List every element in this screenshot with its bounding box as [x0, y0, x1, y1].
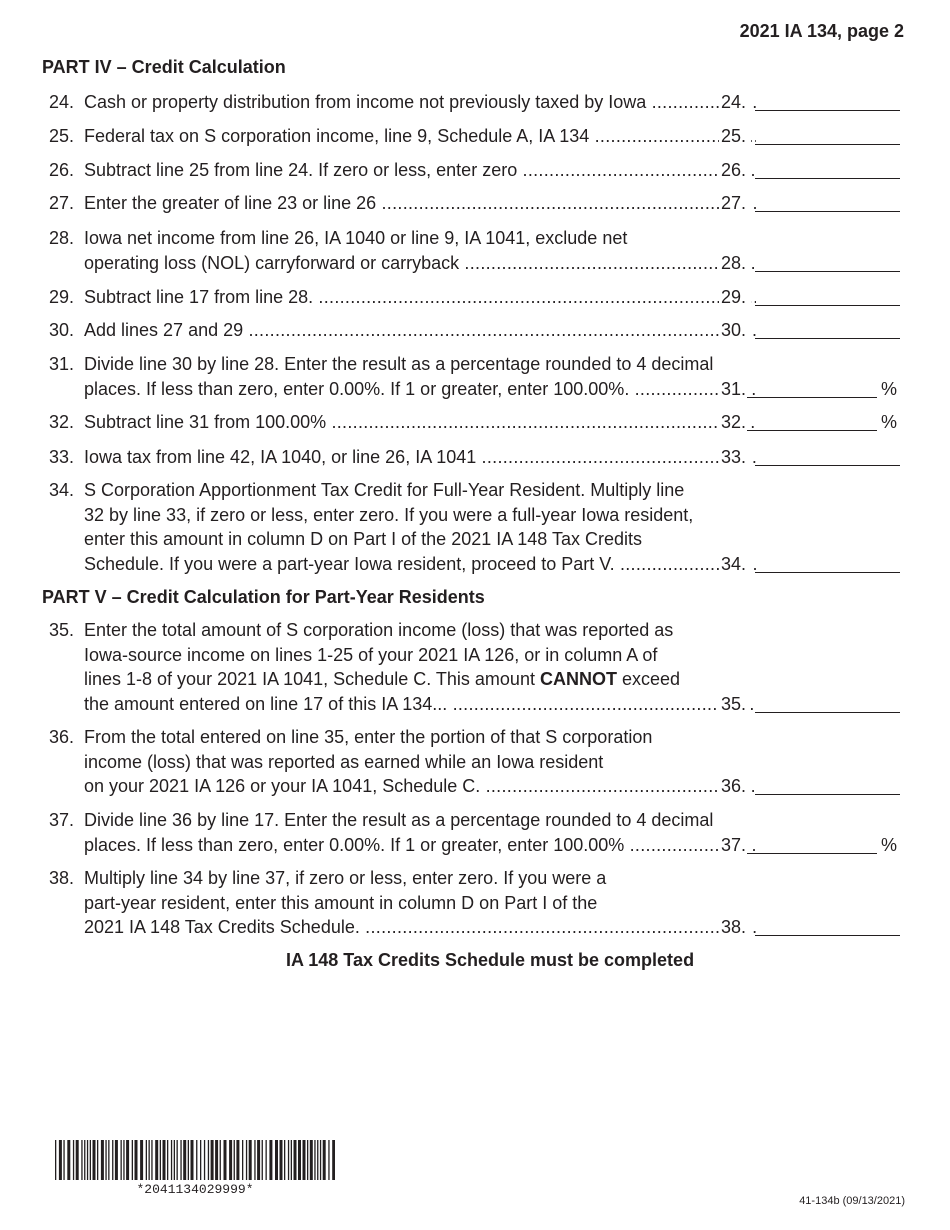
amount-entry-field[interactable]	[755, 158, 900, 179]
barcode-bar	[280, 1140, 283, 1180]
part-iv-title: PART IV – Credit Calculation	[42, 57, 286, 77]
line-reference-number: 26.	[719, 158, 751, 183]
barcode-bar	[59, 1140, 62, 1180]
line-text: Add lines 27 and 29 .....	[84, 318, 756, 343]
barcode-bar	[298, 1140, 301, 1180]
amount-entry-field[interactable]	[747, 377, 877, 398]
amount-entry-field[interactable]	[755, 915, 900, 936]
line-description	[84, 90, 756, 115]
line-text: part-year resident, enter this amount in column D on Part I of the	[84, 892, 598, 913]
barcode-bar	[101, 1140, 104, 1180]
barcode-bar	[328, 1140, 329, 1180]
barcode-bar	[262, 1140, 263, 1180]
barcode-bar	[275, 1140, 278, 1180]
barcode-bar	[188, 1140, 189, 1180]
emphasis-text: CANNOT	[539, 669, 617, 689]
line-number: 33.	[49, 447, 75, 467]
barcode-bar	[220, 1140, 221, 1180]
line-text: lines 1-8 of your 2021 IA 1041, Schedule C. This amount CANNOT exceed	[84, 669, 680, 689]
barcode-bar	[254, 1140, 255, 1180]
barcode-bar	[97, 1140, 98, 1180]
barcode-bar	[284, 1140, 285, 1180]
barcode-bar	[211, 1140, 214, 1180]
line-32	[42, 410, 908, 435]
barcode-bar	[257, 1140, 260, 1180]
part-v-title: PART V – Credit Calculation for Part-Year Residents	[42, 587, 485, 607]
barcode-bar	[132, 1140, 133, 1180]
percent-sign: %	[881, 834, 898, 855]
barcode-bar	[332, 1140, 335, 1180]
line-number: 30.	[49, 320, 75, 340]
amount-entry-field[interactable]	[755, 251, 900, 272]
line-text: Divide line 30 by line 28. Enter the result as a percentage rounded to 4 decimal	[84, 354, 714, 374]
line-number: 25.	[49, 126, 75, 146]
line-number: 37.	[49, 810, 75, 830]
barcode-bar	[246, 1140, 247, 1180]
line-description	[84, 618, 756, 716]
barcode-bar	[160, 1140, 161, 1180]
line-reference-number: 35.	[719, 692, 751, 717]
percent-sign: %	[881, 412, 898, 432]
line-text: Schedule. If you were a part-year Iowa resident, proceed to Part V. .....	[84, 552, 756, 577]
amount-entry-field[interactable]	[755, 552, 900, 573]
barcode-bar	[151, 1140, 152, 1180]
line-number: 32.	[49, 412, 75, 432]
line-description	[84, 158, 756, 183]
barcode-bar	[229, 1140, 232, 1180]
line-34	[42, 478, 908, 576]
barcode-bar	[126, 1140, 129, 1180]
barcode	[55, 1140, 335, 1180]
barcode-bar	[121, 1140, 122, 1180]
barcode-bar	[242, 1140, 243, 1180]
barcode-bar	[81, 1140, 82, 1180]
amount-entry-field[interactable]	[755, 318, 900, 339]
completion-notice: IA 148 Tax Credits Schedule must be completed	[285, 950, 695, 970]
line-35	[42, 618, 908, 716]
page-header: 2021 IA 134, page 2	[739, 21, 904, 41]
line-text: Iowa tax from line 42, IA 1040, or line 26, IA 1041 .....	[84, 445, 756, 470]
barcode-bar	[314, 1140, 315, 1180]
line-31	[42, 352, 908, 401]
barcode-bar	[90, 1140, 91, 1180]
barcode-bar	[87, 1140, 88, 1180]
barcode-bar	[236, 1140, 239, 1180]
barcode-text: *2041134029999*	[136, 1182, 254, 1197]
line-number: 36.	[49, 727, 75, 747]
line-number: 27.	[49, 193, 75, 213]
amount-entry-field[interactable]	[755, 445, 900, 466]
barcode-bar	[323, 1140, 326, 1180]
barcode-bar	[93, 1140, 96, 1180]
line-text: Federal tax on S corporation income, line 9, Schedule A, IA 134 .....	[84, 124, 756, 149]
barcode-bar	[180, 1140, 181, 1180]
line-text: the amount entered on line 17 of this IA 134... .....	[84, 692, 756, 717]
barcode-bar	[317, 1140, 318, 1180]
line-reference-number: 33.	[719, 445, 751, 470]
barcode-bar	[73, 1140, 74, 1180]
line-text: S Corporation Apportionment Tax Credit for Full-Year Resident. Multiply line	[84, 480, 685, 500]
line-number: 29.	[49, 287, 75, 307]
barcode-bar	[140, 1140, 143, 1180]
barcode-bar	[108, 1140, 109, 1180]
line-30	[42, 318, 908, 343]
line-text: places. If less than zero, enter 0.00%. If 1 or greater, enter 100.00%. .....	[84, 377, 756, 402]
line-text: places. If less than zero, enter 0.00%. If 1 or greater, enter 100.00% .....	[84, 833, 756, 858]
barcode-bar	[174, 1140, 175, 1180]
line-text: From the total entered on line 35, enter the portion of that S corporation	[84, 727, 653, 747]
amount-entry-field[interactable]	[747, 833, 877, 854]
barcode-bar	[310, 1140, 313, 1180]
line-description	[84, 124, 756, 149]
barcode-bar	[204, 1140, 205, 1180]
line-24	[42, 90, 908, 115]
barcode-bar	[76, 1140, 79, 1180]
line-number: 26.	[49, 160, 75, 180]
line-text: Multiply line 34 by line 37, if zero or less, enter zero. If you were a	[84, 868, 607, 888]
line-text: operating loss (NOL) carryforward or carryback .....	[84, 251, 756, 276]
barcode-bar	[196, 1140, 197, 1180]
barcode-bar	[67, 1140, 70, 1180]
barcode-bar	[307, 1140, 308, 1180]
line-reference-number: 28.	[719, 251, 751, 276]
line-27	[42, 191, 908, 216]
line-reference-number: 31.	[719, 377, 751, 402]
barcode-bar	[123, 1140, 124, 1180]
barcode-bar	[146, 1140, 147, 1180]
barcode-bar	[291, 1140, 292, 1180]
line-text: on your 2021 IA 126 or your IA 1041, Schedule C. .....	[84, 774, 756, 799]
line-description	[84, 410, 756, 435]
line-number: 35.	[49, 620, 75, 640]
barcode-bar	[63, 1140, 64, 1180]
form-code: 41-134b (09/13/2021)	[799, 1195, 905, 1207]
line-description	[84, 318, 756, 343]
line-text: income (loss) that was reported as earned while an Iowa resident	[84, 751, 604, 772]
amount-entry-field[interactable]	[755, 774, 900, 795]
amount-entry-field[interactable]	[747, 410, 877, 431]
percent-sign: %	[881, 378, 898, 399]
barcode-bar	[215, 1140, 218, 1180]
line-description	[84, 285, 756, 310]
line-37	[42, 808, 908, 857]
line-description	[84, 191, 756, 216]
barcode-bar	[191, 1140, 194, 1180]
amount-entry-field[interactable]	[755, 90, 900, 111]
line-reference-number: 32.	[719, 410, 751, 435]
line-26	[42, 158, 908, 183]
barcode-bar	[149, 1140, 150, 1180]
line-reference-number: 27.	[719, 191, 751, 216]
line-reference-number: 29.	[719, 285, 751, 310]
line-text: Subtract line 25 from line 24. If zero or less, enter zero .....	[84, 158, 756, 183]
barcode-bar	[84, 1140, 85, 1180]
line-33	[42, 445, 908, 470]
barcode-bar	[112, 1140, 113, 1180]
line-number: 28.	[49, 228, 75, 248]
amount-entry-field[interactable]	[755, 191, 900, 212]
barcode-bar	[249, 1140, 252, 1180]
line-text: enter this amount in column D on Part I of the 2021 IA 148 Tax Credits	[84, 529, 642, 549]
line-description	[84, 226, 756, 275]
barcode-bar	[234, 1140, 235, 1180]
line-text: Divide line 36 by line 17. Enter the result as a percentage rounded to 4 decimal	[84, 810, 714, 830]
line-reference-number: 36.	[719, 774, 751, 799]
line-38	[42, 866, 908, 940]
barcode-bar	[105, 1140, 106, 1180]
line-reference-number: 25.	[719, 124, 751, 149]
line-number: 24.	[49, 92, 75, 112]
line-description	[84, 725, 756, 799]
barcode-bar	[288, 1140, 289, 1180]
barcode-bar	[171, 1140, 172, 1180]
line-description	[84, 866, 756, 940]
amount-entry-field[interactable]	[755, 285, 900, 306]
line-text: Enter the greater of line 23 or line 26 .....	[84, 191, 756, 216]
line-28	[42, 226, 908, 275]
amount-entry-field[interactable]	[755, 692, 900, 713]
barcode-bar	[167, 1140, 168, 1180]
amount-entry-field[interactable]	[755, 124, 900, 145]
line-29	[42, 285, 908, 310]
line-description	[84, 352, 756, 401]
line-text: Iowa net income from line 26, IA 1040 or line 9, IA 1041, exclude net	[84, 228, 628, 248]
line-text: Iowa-source income on lines 1-25 of your 2021 IA 126, or in column A of	[84, 644, 658, 665]
line-text: 32 by line 33, if zero or less, enter zero. If you were a full-year Iowa resident,	[84, 504, 694, 525]
barcode-bar	[294, 1140, 297, 1180]
barcode-bar	[55, 1140, 56, 1180]
line-text: 2021 IA 148 Tax Credits Schedule. .....	[84, 915, 756, 940]
line-description	[84, 478, 756, 576]
line-text: Subtract line 31 from 100.00% .....	[84, 410, 756, 435]
line-number: 38.	[49, 868, 75, 888]
barcode-bar	[200, 1140, 201, 1180]
barcode-bar	[269, 1140, 272, 1180]
line-36	[42, 725, 908, 799]
line-number: 31.	[49, 354, 75, 374]
barcode-bar	[177, 1140, 178, 1180]
barcode-bar	[183, 1140, 186, 1180]
line-reference-number: 30.	[719, 318, 751, 343]
barcode-bar	[115, 1140, 118, 1180]
line-25	[42, 124, 908, 149]
barcode-bar	[224, 1140, 227, 1180]
line-text: Subtract line 17 from line 28. .....	[84, 285, 756, 310]
line-reference-number: 37.	[719, 833, 751, 858]
line-number: 34.	[49, 480, 75, 500]
barcode-bar	[163, 1140, 166, 1180]
line-reference-number: 34.	[719, 552, 751, 577]
barcode-bar	[303, 1140, 306, 1180]
barcode-bar	[208, 1140, 209, 1180]
barcode-bar	[155, 1140, 158, 1180]
line-text: Enter the total amount of S corporation income (loss) that was reported as	[84, 620, 674, 640]
barcode-bar	[266, 1140, 267, 1180]
barcode-bar	[135, 1140, 138, 1180]
line-description	[84, 808, 756, 857]
line-reference-number: 24.	[719, 90, 751, 115]
line-text: Cash or property distribution from income not previously taxed by Iowa .....	[84, 90, 756, 115]
line-reference-number: 38.	[719, 915, 751, 940]
line-description	[84, 445, 756, 470]
barcode-bar	[320, 1140, 321, 1180]
